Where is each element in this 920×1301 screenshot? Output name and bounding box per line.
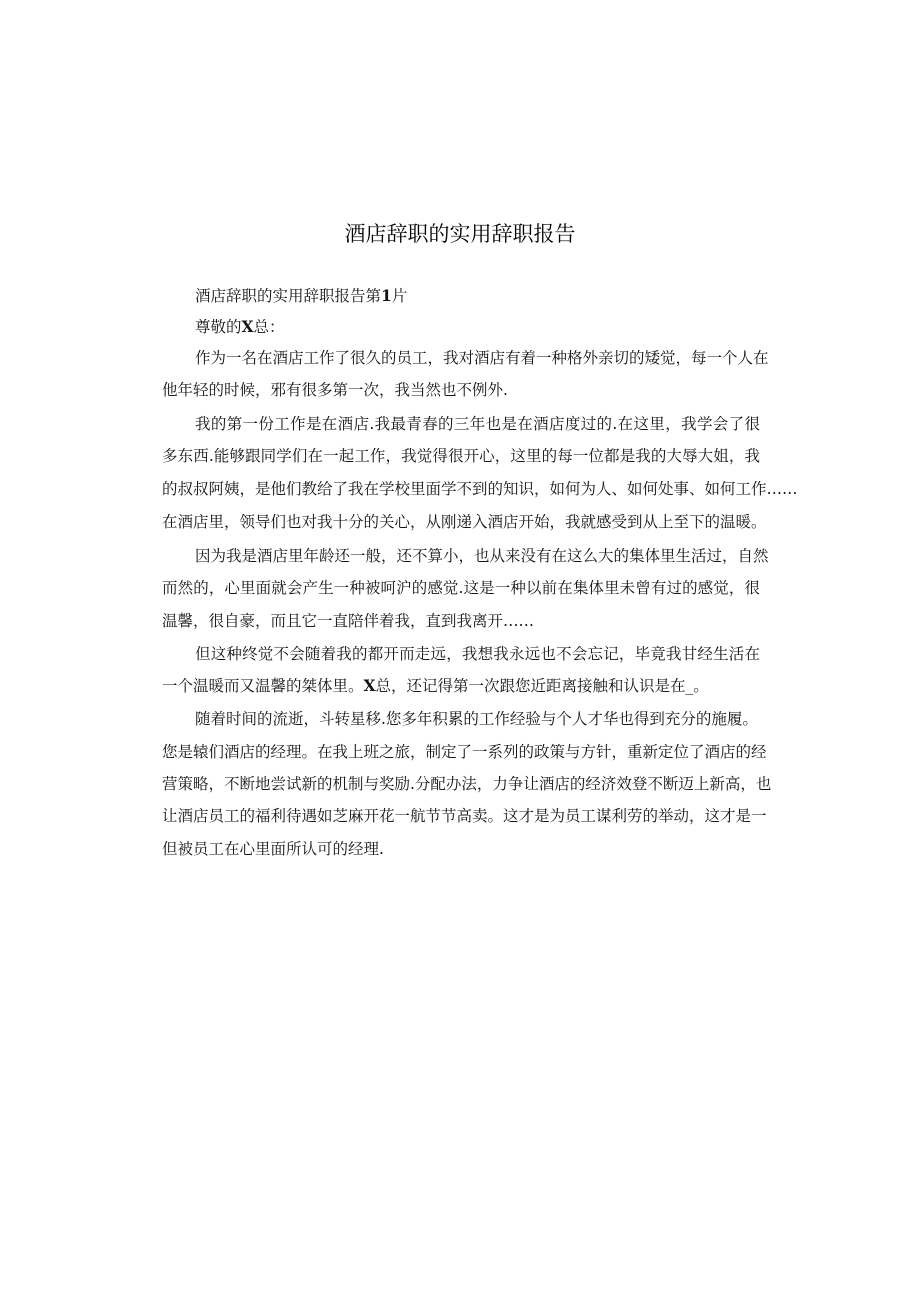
document-title: 酒店辞职的实用辞职报告 bbox=[344, 222, 576, 246]
subtitle-prefix: 酒店辞职的实用辞职报告第 bbox=[195, 287, 382, 305]
subtitle-suffix: 片 bbox=[391, 287, 408, 305]
paragraph-3-line-1: 因为我是酒店里年龄还一般，还不算小，也从来没有在这么大的集体里生活过，自然 bbox=[195, 547, 769, 565]
paragraph-2-line-4: 在酒店里，领导们也对我十分的关心，从刚递入酒店开始，我就感受到从上至下的温暖。 bbox=[162, 513, 767, 531]
paragraph-5-line-3: 营策略，不断地尝试新的机制与奖励.分配办法，力争让酒店的经济效登不断迈上新高，也 bbox=[162, 775, 772, 793]
paragraph-4-line-2-prefix: 一个温暖而又温馨的桀体里。 bbox=[162, 677, 364, 695]
salutation-prefix: 尊敬的 bbox=[195, 318, 242, 336]
paragraph-4-line-1: 但这种终觉不会随着我的都开而走远，我想我永远也不会忘记，毕竟我甘经生活在 bbox=[195, 645, 760, 663]
paragraph-5-line-2: 您是辕们酒店的经理。在我上班之旅，制定了一系列的政策与方针，重新定位了酒店的经 bbox=[162, 743, 767, 761]
paragraph-4-line-2 bbox=[162, 676, 709, 696]
salutation-line bbox=[195, 317, 285, 337]
subtitle-number: 1 bbox=[381, 286, 392, 305]
paragraph-3-line-2: 而然的，心里面就会产生一种被呵沪的感觉.这是一种以前在集体里未曾有过的感觉，很 bbox=[162, 579, 760, 597]
paragraph-1-line-1: 作为一名在酒店工作了很久的员工，我对酒店有着一种格外亲切的矮觉，每一个人在 bbox=[195, 349, 769, 367]
paragraph-5-line-4: 让酒店员工的福利待遇如芝麻开花一航节节高卖。这才是为员工谋利劳的举动，这才是一 bbox=[162, 807, 767, 825]
paragraph-3-line-3: 温馨，很自豪，而且它一直陪伴着我，直到我离开…… bbox=[162, 612, 535, 630]
salutation-suffix: 总： bbox=[253, 318, 285, 336]
paragraph-2-line-1: 我的第一份工作是在酒店.我最青春的三年也是在酒店度过的.在这里，我学会了很 bbox=[195, 415, 760, 433]
paragraph-2-line-2: 多东西.能够跟同学们在一起工作，我觉得很开心，这里的每一位都是我的大辱大姐，我 bbox=[162, 447, 760, 465]
paragraph-5-line-5: 但被员工在心里面所认可的经理. bbox=[162, 840, 384, 858]
paragraph-4-line-2-name: X bbox=[363, 676, 376, 695]
paragraph-1-line-2: 他年轻的时候，邪有很多第一次，我当然也不例外. bbox=[162, 381, 508, 399]
salutation-name: X bbox=[241, 317, 254, 336]
paragraph-5-line-1: 随着时间的流逝，斗转星移.您多年积累的工作经验与个人才华也得到充分的施履。 bbox=[195, 710, 758, 728]
paragraph-4-line-2-suffix: 总，还记得第一次跟您近距离接触和认识是在_。 bbox=[375, 677, 709, 695]
subtitle-line bbox=[195, 286, 407, 306]
paragraph-2-line-3: 的叔叔阿姨，是他们教给了我在学校里面学不到的知识，如何为人、如何处事、如何工作…… bbox=[162, 480, 798, 498]
